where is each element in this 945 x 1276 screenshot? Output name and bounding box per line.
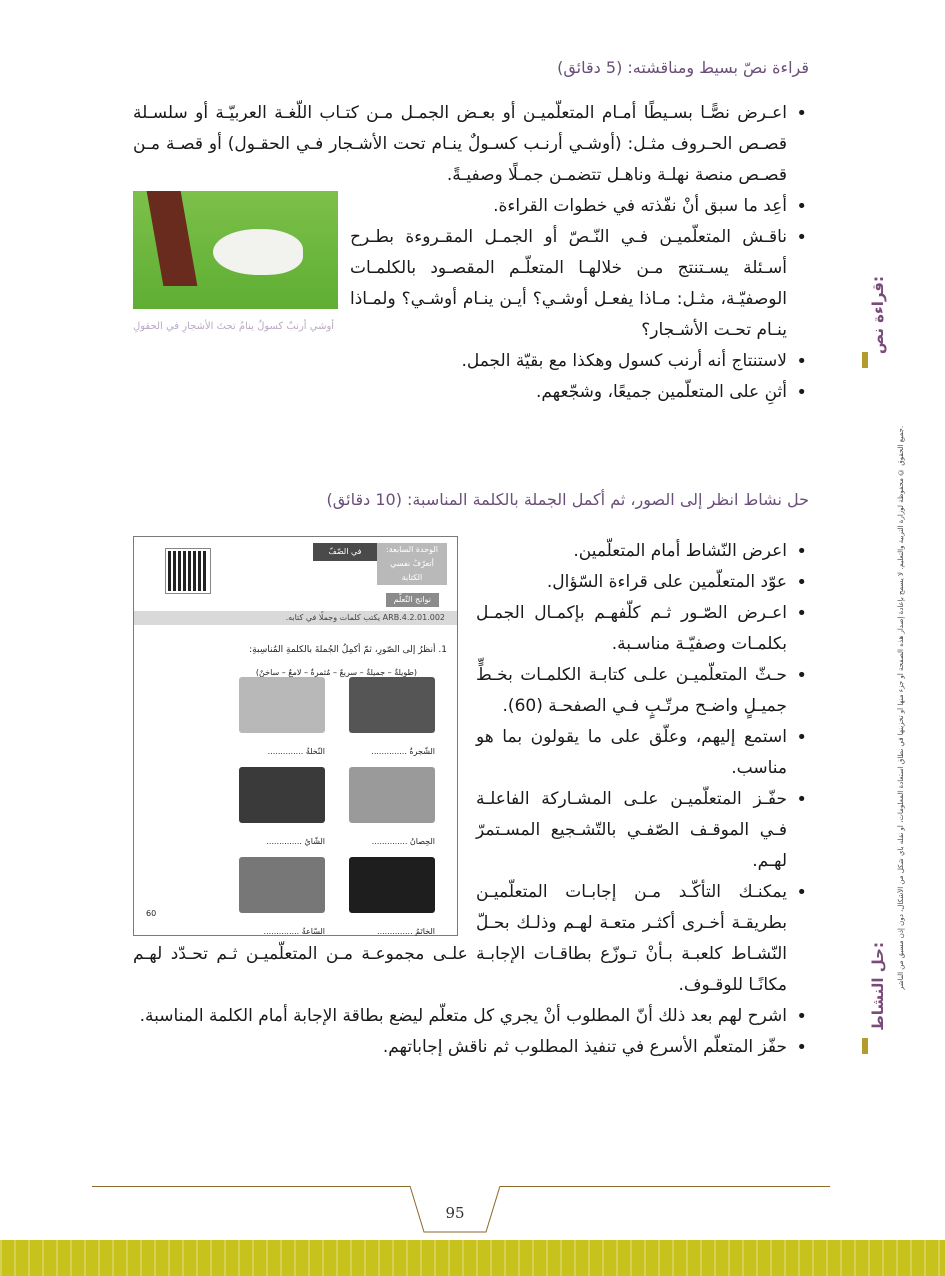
list-item xyxy=(133,1001,809,1032)
bottom-decorative-band xyxy=(0,1240,945,1276)
bullet-text: يمكنـك التأكّـد مـن إجابـات المتعلّميـن بطريقـة أخـرى أكثـر متعـة لهـم وذلـك بحـلّ النّشـاط كلعبـة بـأنْ تـوزّع بطاقـات الإجابـة علـى مجموعـة مـن المتعلّميـن ثـم تحـدّد لهـم مكانًـا للوقـوف. xyxy=(133,882,787,995)
list-item xyxy=(133,660,809,722)
bullet-text: حفّـز المتعلّميـن علـى المشـاركة الفاعلـة فـي الموقـف الصّفـي بالتّشـجيع المسـتمرّ لهـم. xyxy=(476,789,787,871)
page-number: 95 xyxy=(445,1204,465,1222)
side-marker xyxy=(862,352,868,368)
bullet-text: اعـرض الصّـور ثـم كلّفهـم بإكمـال الجمـل بكلمـات وصفيّـة مناسـبة. xyxy=(476,603,787,654)
list-item xyxy=(133,784,809,877)
bullet-text: استمع إليهم، وعلّق على ما يقولون بما هو مناسب. xyxy=(476,727,787,778)
class-tag: في الصّفّ xyxy=(313,543,377,561)
copyright-notice: جميع الحقوق © محفوظة لوزارة التربية والتعليم. لا يسمح بإعادة إصدار هذه الصفحة أو جزء منها أو تخزينها في نطاق استعادة المعلومات، أو نقله بأي شكل من الأشكال، دون إذن مسبق من الناشر. xyxy=(897,425,905,990)
list-item xyxy=(133,567,809,598)
textbook-page-number: 60 xyxy=(146,909,157,918)
cell-label: النّخلةُ .............. xyxy=(267,747,325,756)
cell-label: الشّجرةُ .............. xyxy=(371,747,435,756)
bullet-text: حفّز المتعلّم الأسرع في تنفيذ المطلوب ثم ناقش إجاباتهم. xyxy=(382,1037,787,1057)
unit-subtitle: الكتابة xyxy=(401,573,423,582)
list-item xyxy=(133,1032,809,1063)
outcomes-tag: نواتج التّعلّم xyxy=(386,593,439,607)
bullet-text: اعـرض نصًّـا بسـيطًا أمـام المتعلّميـن أو بعـض الجمـل مـن كتـاب اللّغـة العربيّـة أو سلسـلة قصـص الحـروف مثـل: (أوشـي أرنـب كسـولٌ ينـام تحت الأشـجار فـي الحقـول) أو قصـة مـن قصـص منصة نهلـة وناهـل تتضمـن جمـلًا وصفيـةً. xyxy=(133,103,787,185)
list-item xyxy=(133,877,809,1001)
word-bank: (طويلةٌ – جميلةٌ – سريعٌ – مُثمرةٌ – لامعٌ – ساخنٌ) xyxy=(255,668,417,677)
section-heading-activity: حل نشاط انظر إلى الصور، ثم أكمل الجملة بالكلمة المناسبة: (10 دقائق) xyxy=(326,490,809,509)
unit-title: • الوحدة السابعة: أتعرّفُ نفسي xyxy=(386,545,438,568)
cell-label: الخاتَمُ .............. xyxy=(377,927,435,936)
section-heading-reading: قراءة نصّ بسيط ومناقشته: (5 دقائق) xyxy=(557,58,809,77)
band-pattern xyxy=(0,1240,945,1276)
bullet-text: عوّد المتعلّمين على قراءة السّؤال. xyxy=(546,572,787,592)
footer-rule-right xyxy=(500,1186,830,1187)
bullet-text: حـثّ المتعلّميـن علـى كتابـة الكلمـات بخـطٍّ جميـلٍ واضـح مرتّـبٍ فـي الصفحـة (60). xyxy=(476,665,787,716)
bullet-text: اعرض النّشاط أمام المتعلّمين. xyxy=(573,541,787,561)
exercise-question: 1. أنظرُ إلى الصّورِ، ثمّ أكمِلُ الجُملةَ بالكلمةِ المُناسِبةِ: xyxy=(249,645,447,655)
side-label-reading: قراءة نص: xyxy=(869,276,887,355)
cell-label: السّاعةُ .............. xyxy=(263,927,325,936)
list-item xyxy=(133,377,809,408)
list-item xyxy=(133,346,809,377)
activity-bullet-list xyxy=(133,536,809,1063)
reading-bullet-list xyxy=(133,98,809,408)
list-item xyxy=(133,598,809,660)
bullet-text: أثنِ على المتعلّمين جميعًا، وشجّعهم. xyxy=(535,382,787,402)
outcome-bar: ARB.4.2.01.002 يكتب كلمات وجملًا في كتابه. xyxy=(134,611,457,625)
side-marker xyxy=(862,1038,868,1054)
bullet-text: لاستنتاج أنه أرنب كسول وهكذا مع بقيّة الجمل. xyxy=(461,351,787,371)
bullet-text: أعِد ما سبق أنْ نفّذته في خطوات القراءة. xyxy=(493,196,787,216)
illustration-caption: • أوشي أرنبٌ كسولٌ ينامُ تحتَ الأشجارِ في الحقولِ xyxy=(133,321,335,332)
list-item xyxy=(133,722,809,784)
list-item xyxy=(133,222,809,346)
cell-label: الحِصانُ .............. xyxy=(371,837,435,846)
bullet-text: ناقـش المتعلّميـن فـي النّـصّ أو الجمـل المقـروءة بطـرح أسـئلة يسـتنتج مـن خلالهـا المتعلّـم المقصـود بالكلمـات الوصفيّـة، مثـل: مـاذا يفعـل أوشـي؟ أيـن ينـام أوشـي؟ ولمـاذا ينـام تحـت الأشـجار؟ xyxy=(350,227,787,340)
bullet-text: اشرح لهم بعد ذلك أنّ المطلوب أنْ يجري كل متعلّم ليضع بطاقة الإجابة أمام الكلمة المناسبة. xyxy=(139,1006,787,1026)
cell-label: الشّايُ .............. xyxy=(266,837,325,846)
list-item xyxy=(133,98,809,191)
side-label-activity: حل النشاط: xyxy=(869,942,887,1031)
footer-rule-left xyxy=(92,1186,410,1187)
